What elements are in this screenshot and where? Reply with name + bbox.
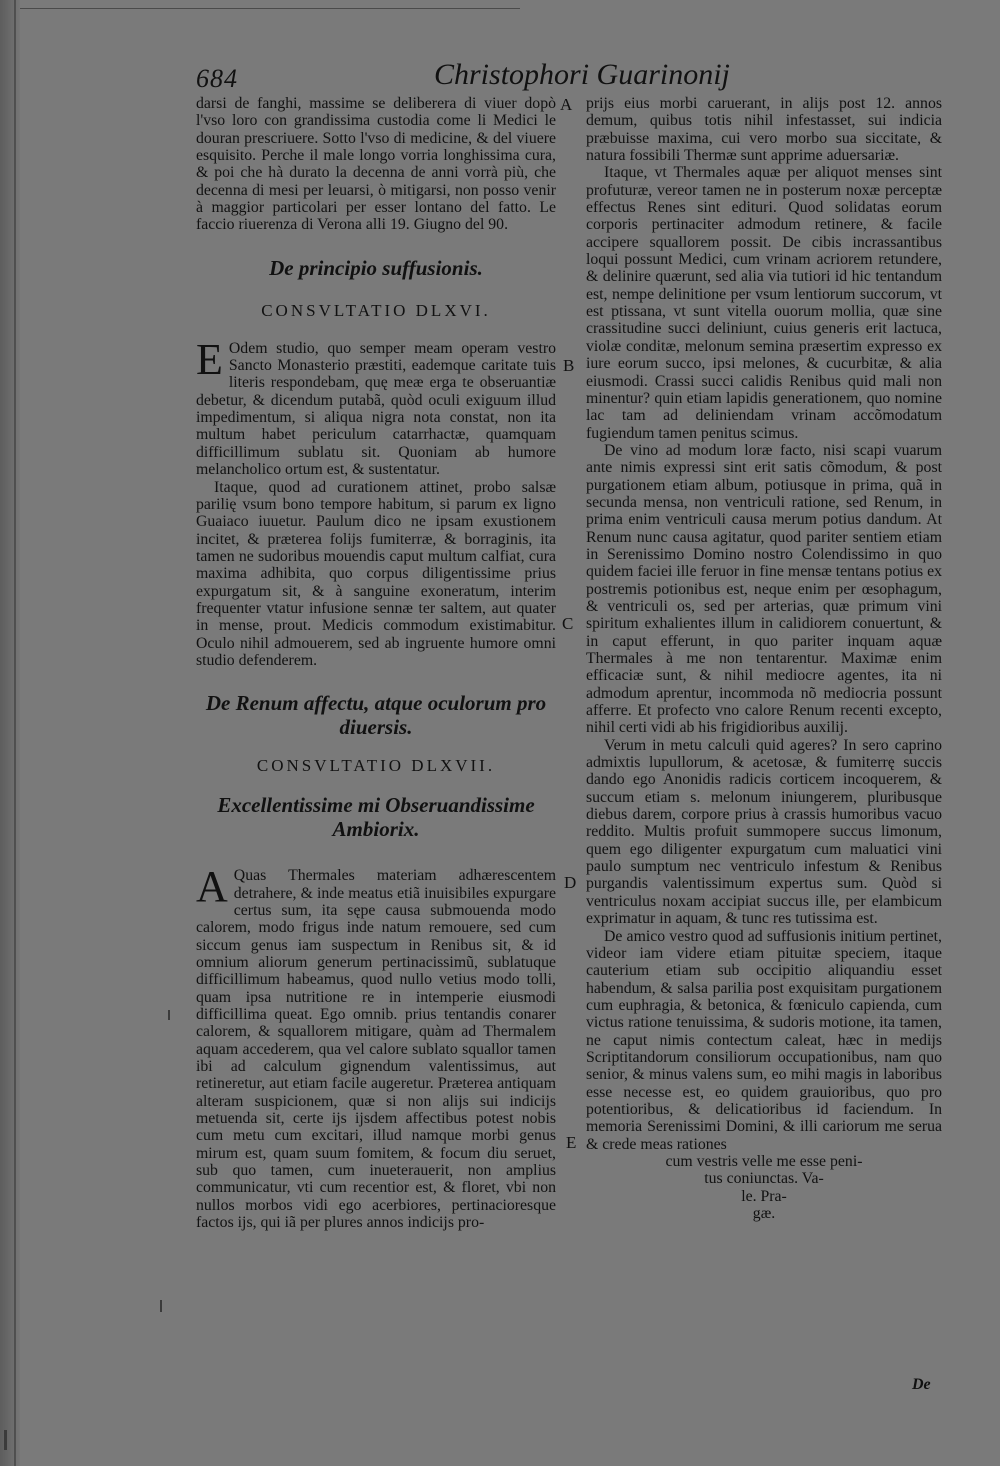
section-heading-renum-b: diuersis. xyxy=(339,715,413,740)
closing-line-2: tus coniunctas. Va- xyxy=(704,1170,824,1188)
consultatio-566-paragraph-1 xyxy=(196,334,556,479)
binding-edge-line xyxy=(14,0,16,1466)
section-heading-renum-a: De Renum affectu, atque oculorum pro xyxy=(205,691,547,716)
page-header xyxy=(196,58,730,94)
right-paragraph-3: De vino ad modum loræ facto, nisi scapi vuarum ante nimis expressi sint erit satis cõmodum, & post purgationem etiam album, potiusque in prima, quã in secunda mensa, non ventriculi ratione, sed Renum, in prima enim ventriculi causa merum potius dandum. At Renum nunc causa agitatur, quod pariter sentiem etiam in Serenissimo Domino nostro Colendissimo in quo quidem faciei ille feruor in fine mensæ tentans potius ex postremis potionibus est, neque enim per œsophagum, & ventriculi os, sed per arterias, quæ primum vini spiritum exhalientes illum in calidiorem conuertunt, & in caput efferunt, in quo pariter inquam aquæ Thermales à me non tentarentur. Maximæ enim efficaciæ sunt, & nihil mediocre agentes, ita ni admodum aprentur, incommoda nõ mediocria possunt afferre. Et profecto vno calore Renum recenti excepto, nihil certi vidi ab his frigidioribus auxilij. xyxy=(586,441,942,737)
paper-speck xyxy=(160,1300,162,1312)
salutation-line-2: Ambiorix. xyxy=(332,817,420,842)
right-paragraph-4: Verum in metu calculi quid ageres? In sero caprino admixtis lupullorum, & acetosæ, & fumiterrę succis dando ego Anonidis radicis corticem incoquerem, & succum etiam s. melonum iniungerem, pluribusque diebus darem, corpore prius à crassis humoribus vacuo reddito. Multis profuit summopere succus limonum, quem ego diligenter expurgatum cum maluatici vini paulo sumptum nec ventriculo infestum & Renibus purgandis valentissimum expertus sum. Quòd si ventriculus noxam accipiat succus ille, per elambicum exprimatur in aquam, & tunc res tutissima est. xyxy=(586,736,942,928)
consultatio-567-text-1: Quas Thermales materiam adhærescentem detrahere, & inde meatus etiã inuisibiles expurgare certus sum, ita sępe causa submouenda modo calorem, modo frigus inde natum remouere, sed cum siccum genus iam suspectum in Renibus sit, & id omnium aliorum generum pertinacissimũ, sublatuque difficillimum habeamus, quod nullo vetius modo tolli, quam ipsa nutritione re in intemperie eiusmodi difficillima queat. Ego omnib. prius tentandis conarer calorem, & squallorem mitigare, quàm ad Thermalem aquam accederem, qua vel calore sublato squallor tamen ibi ad calculum gignendum valentissimus, aut retineretur, aut etiam facile augeretur. Præterea antiquam alteram suspicionem, quæ si non alijs sui indicijs metuenda sit, certe ijs ijsdem affectibus potest nobis cum metu cum excitari, illud namque morbi genus mirum est, quam suum fomitem, & focum diu seruet, sub quo tamen, cum inueterauerit, non amplius communicatur, vti cum recentior est, & floret, vbi non nullos morbos vidi ego acerbiores, pertinacioresque factos ijs, qui iã per plures annos indicijs pro- xyxy=(196,867,556,1232)
drop-cap-a: A xyxy=(196,862,228,912)
consultatio-566-heading: CONSVLTATIO DLXVI. xyxy=(261,300,491,320)
binding-gutter xyxy=(0,0,20,1466)
margin-letter-b: B xyxy=(563,356,575,375)
closing-line-3: le. Pra- xyxy=(741,1187,787,1205)
running-title: Christophori Guarinonij xyxy=(434,58,730,91)
paper-speck xyxy=(4,1430,7,1450)
right-paragraph-2: Itaque, vt Thermales aquæ per aliquot menses sint profuturæ, vereor tamen ne in posterum noxæ perceptæ effectus Renes sint edituri. Quod solidatas eorum corporis pertinaciter admodum retinere, & facile accipere squallorem possit. De cibis incrassantibus loqui possunt Medici, cum vrinam acriorem retundere, & delinire quærunt, sed alia via tutiori id hic tentandum est, nempe delinitione per vsum lentiorum succorum, vt est ptissana, vt sunt vitella ouorum mollia, quæ sine crassitudine succi deliniunt, cuius generis erit lactuca, violæ conditæ, melonum semina præsertim expresso ex iure eorum succo, ipsi melones, & cucurbitæ, & alia eiusmodi. Crassi succi calidis Renibus quid mali non minentur? quin etiam lapidis generationem, quo nomine lac tam ad deliniendam vrinam accõmodatum fugiendum tamen penitus scimus. xyxy=(586,164,942,442)
consultatio-566-text-1: Odem studio, quo semper meam operam vestro Sancto Monasterio præstiti, eademque caritate tuis literis respondebam, quę meæ erga te obseruantiæ debetur, & dicendum putabã, quòd oculi exiguum illud impedimentum, si aliqua nigra nota constat, non ita multum habet periculum catarrhactæ, quamquam difficillimum sublatu sit. Quoniam ab humore melancholico ortum est, & sustentatur. xyxy=(196,339,556,479)
closing-line-4: gæ. xyxy=(752,1205,776,1222)
consultatio-566-paragraph-2: Itaque, quod ad curationem attinet, probo salsæ parilię vsum bono tempore habitum, si parum ex ligno Guaiaco iuuetur. Paulum dico ne ipsam exustionem incitet, & præterea folijs fumiterræ, & borraginis, ita tamen ne sudoribus mouendis caput multum calfiat, cura maxima adhibita, quo corpus diligentissime prius expurgatum sit, & à sanguine exoneratum, interim frequenter vtatur infusione sennæ ter saltem, aut quater in mense, prout. Medicis commodum existimabitur. Oculo nihil admouerem, sed ab ingruente humore omni studio defenderem. xyxy=(196,478,556,669)
margin-letter-a: A xyxy=(560,95,573,114)
page-number: 684 xyxy=(196,64,238,93)
right-column xyxy=(586,95,942,1222)
catchword: De xyxy=(912,1376,931,1393)
consultatio-567-paragraph-1 xyxy=(196,862,556,1232)
top-rule xyxy=(20,8,520,9)
salutation-line-1: Excellentissime mi Obseruandissime xyxy=(217,793,535,818)
closing-line-1: cum vestris velle me esse peni- xyxy=(665,1152,863,1170)
drop-cap-e: E xyxy=(196,334,223,384)
consultatio-567-heading: CONSVLTATIO DLXVII. xyxy=(256,756,496,776)
continued-paragraph: prijs eius morbi caruerant, in alijs post 12. annos demum, quibus totis nihil infestasset, sui indicia præbuisse maxima, cui vero morbo sua siccitate, & natura fossibili Thermæ sunt apprime aduersariæ. xyxy=(586,95,942,165)
right-paragraph-5: De amico vestro quod ad suffusionis initium pertinet, videor iam videre etiam pituitæ speciem, itaque cauterium etiam sub occipitio aliquandiu esset habendum, & salsa parilia post exquisitam purgationem cum euphragia, & betonica, & fœniculo capienda, cum victus ratione tenuissima, & sudoris motione, ita tamen, ne caput nimis contectum caleat, hæc in medijs Scriptitandorum consiliorum occupationibus, nam quo senior, & minus valens sum, eo mihi magis in laboribus esse necesse est, eo quidem grauioribus, quo pro potentioribus, & delicatioribus id faciendum. In memoria Serenissimi Domini, & illi cariorum me serua & crede meas rationes xyxy=(586,927,942,1153)
paper-speck xyxy=(168,1010,170,1020)
intro-paragraph: darsi de fanghi, massime se deliberera di viuer dopò l'vso loro con grandissima custodia come li Medici le douran prescriuere. Sotto l'vso di medicine, & del viuere esquisito. Perche il male longo vorria longhissima cura, & poi che hà durato la decenna de anni vorrà più, che decenna di mesi per leuarsi, ò mitigarsi, non posso venir à maggior particolari per esser lontano del fatto. Le faccio riuerenza di Verona alli 19. Giugno del 90. xyxy=(196,95,556,234)
left-column xyxy=(196,95,556,1232)
margin-letter-d: D xyxy=(564,873,577,892)
margin-letter-c: C xyxy=(562,614,574,633)
section-heading-suffusion: De principio suffusionis. xyxy=(269,255,483,280)
margin-letter-e: E xyxy=(566,1133,577,1152)
